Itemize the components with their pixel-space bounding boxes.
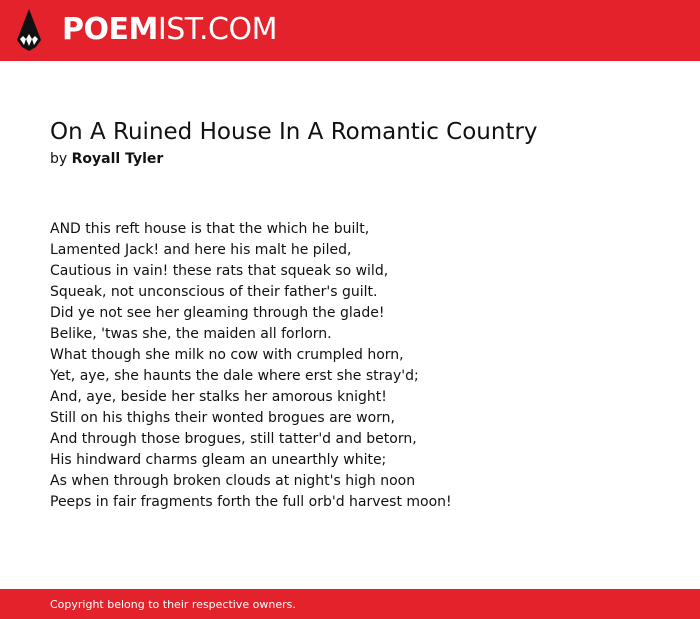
poem-line: Did ye not see her gleaming through the glade! <box>50 305 385 321</box>
poem-line: And, aye, beside her stalks her amorous knight! <box>50 389 387 405</box>
site-footer <box>0 589 700 619</box>
poem-line: Yet, aye, she haunts the dale where erst she stray'd; <box>50 368 419 384</box>
poem-byline <box>50 150 650 169</box>
poem-line: Belike, 'twas she, the maiden all forlorn. <box>50 326 332 342</box>
poem-line: His hindward charms gleam an unearthly white; <box>50 452 387 468</box>
site-header <box>0 0 700 61</box>
site-logo-link[interactable] <box>16 7 277 53</box>
pencil-tip-icon <box>16 8 42 52</box>
poem-line: Peeps in fair fragments forth the full orb'd harvest moon! <box>50 494 452 510</box>
poem-line: AND this reft house is that the which he built, <box>50 221 370 237</box>
by-label: by <box>50 151 68 167</box>
poem-line: Still on his thighs their wonted brogues are worn, <box>50 410 396 426</box>
logo-text-light: IST.COM <box>157 12 277 47</box>
copyright-text: Copyright belong to their respective owners. <box>50 598 296 611</box>
poem-author: Royall Tyler <box>71 151 164 167</box>
poem-line: Lamented Jack! and here his malt he piled, <box>50 242 352 258</box>
site-logo-text <box>62 12 277 47</box>
poem-line: And through those brogues, still tatter'd and betorn, <box>50 431 417 447</box>
poem-body <box>50 219 650 513</box>
poem-title: On A Ruined House In A Romantic Country <box>50 119 538 145</box>
poem-content <box>50 117 650 513</box>
poem-line: As when through broken clouds at night's high noon <box>50 473 416 489</box>
poem-line: What though she milk no cow with crumpled horn, <box>50 347 404 363</box>
poem-line: Cautious in vain! these rats that squeak so wild, <box>50 263 389 279</box>
poem-line: Squeak, not unconscious of their father's guilt. <box>50 284 378 300</box>
logo-text-strong: POEM <box>62 12 158 47</box>
